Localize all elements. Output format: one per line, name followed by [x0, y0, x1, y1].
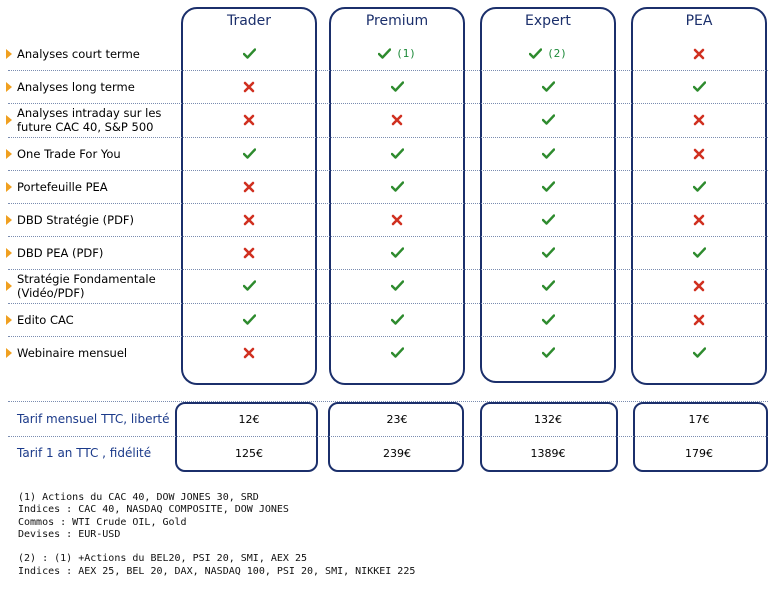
feature-label: Portefeuille PEA	[17, 179, 108, 194]
feature-cell	[327, 137, 467, 170]
feature-cell	[327, 236, 467, 269]
feature-label: One Trade For You	[17, 146, 121, 161]
feature-row-label	[0, 269, 175, 302]
feature-label: Webinaire mensuel	[17, 345, 128, 360]
check-icon	[378, 48, 391, 59]
feature-row-label	[0, 303, 175, 336]
cross-icon	[693, 148, 705, 160]
cross-icon	[693, 214, 705, 226]
check-icon	[391, 148, 404, 159]
feature-cell	[327, 170, 467, 203]
check-icon	[693, 181, 706, 192]
footnote-line: Indices : CAC 40, NASDAQ COMPOSITE, DOW JONES	[18, 504, 289, 516]
feature-label: Analyses long terme	[17, 79, 135, 94]
check-icon	[529, 48, 542, 59]
feature-row-label	[0, 203, 175, 236]
plan-header: Premium	[365, 13, 429, 29]
bullet-arrow-icon	[6, 348, 12, 358]
bullet-arrow-icon	[6, 49, 12, 59]
feature-cell	[179, 336, 319, 369]
feature-cell	[179, 236, 319, 269]
feature-cell	[327, 70, 467, 103]
price-value: 125€	[235, 447, 263, 460]
feature-label: Analyses court terme	[17, 46, 140, 61]
check-icon	[542, 148, 555, 159]
feature-cell	[179, 70, 319, 103]
check-icon	[391, 81, 404, 92]
feature-cell	[478, 170, 618, 203]
feature-cell	[327, 203, 467, 236]
cross-icon	[243, 181, 255, 193]
feature-cell	[179, 303, 319, 336]
check-icon	[243, 280, 256, 291]
feature-cell	[478, 269, 618, 302]
feature-cell	[629, 269, 769, 302]
feature-row-label	[0, 70, 175, 103]
feature-cell	[478, 137, 618, 170]
plan-header: Expert	[525, 13, 571, 29]
feature-cell	[478, 70, 618, 103]
feature-cell	[327, 103, 467, 136]
price-value: 17€	[688, 413, 710, 426]
plan-header: Trader	[226, 13, 272, 29]
check-icon	[391, 347, 404, 358]
check-icon	[391, 314, 404, 325]
cross-icon	[693, 114, 705, 126]
cross-icon	[243, 247, 255, 259]
feature-cell	[179, 37, 319, 70]
check-icon	[693, 247, 706, 258]
feature-cell	[179, 137, 319, 170]
check-icon	[391, 280, 404, 291]
cross-icon	[391, 114, 403, 126]
check-icon	[542, 181, 555, 192]
check-icon	[542, 81, 555, 92]
feature-cell	[327, 303, 467, 336]
feature-label: Edito CAC	[17, 312, 74, 327]
feature-cell	[478, 203, 618, 236]
feature-label: DBD PEA (PDF)	[17, 245, 104, 260]
feature-cell	[478, 236, 618, 269]
feature-cell	[478, 336, 618, 369]
feature-cell	[478, 37, 618, 70]
plan-header: PEA	[685, 13, 713, 29]
bullet-arrow-icon	[6, 248, 12, 258]
check-icon	[542, 280, 555, 291]
cross-icon	[243, 347, 255, 359]
bullet-arrow-icon	[6, 149, 12, 159]
feature-cell	[179, 170, 319, 203]
footnote-line: Commos : WTI Crude OIL, Gold	[18, 516, 187, 528]
footnote-line	[18, 541, 415, 553]
bullet-arrow-icon	[6, 281, 12, 291]
row-divider	[8, 436, 768, 437]
feature-cell	[478, 303, 618, 336]
check-icon	[391, 247, 404, 258]
feature-cell	[327, 269, 467, 302]
bullet-arrow-icon	[6, 315, 12, 325]
check-icon	[542, 347, 555, 358]
cross-icon	[391, 214, 403, 226]
check-icon	[693, 347, 706, 358]
bullet-arrow-icon	[6, 82, 12, 92]
check-icon	[693, 81, 706, 92]
feature-row-label	[0, 103, 175, 136]
feature-row-label	[0, 236, 175, 269]
feature-cell	[629, 236, 769, 269]
feature-row-label	[0, 336, 175, 369]
price-label: Tarif mensuel TTC, liberté	[17, 412, 170, 426]
footnote-line: Indices : AEX 25, BEL 20, DAX, NASDAQ 100, PSI 20, SMI, NIKKEI 225	[18, 565, 416, 577]
price-value: 23€	[386, 413, 408, 426]
feature-cell	[629, 170, 769, 203]
feature-cell	[629, 37, 769, 70]
check-icon	[243, 48, 256, 59]
footnote-line: (1) Actions du CAC 40, DOW JONES 30, SRD	[18, 492, 259, 503]
cross-icon	[693, 48, 705, 60]
cross-icon	[693, 280, 705, 292]
check-icon	[542, 314, 555, 325]
feature-cell	[629, 103, 769, 136]
price-value: 1389€	[530, 447, 566, 460]
feature-cell	[629, 303, 769, 336]
cross-icon	[693, 314, 705, 326]
check-icon	[542, 214, 555, 225]
check-icon	[243, 148, 256, 159]
check-icon	[243, 314, 256, 325]
bullet-arrow-icon	[6, 115, 12, 125]
footnote-line: Devises : EUR-USD	[18, 528, 121, 540]
bullet-arrow-icon	[6, 182, 12, 192]
feature-cell	[179, 269, 319, 302]
price-value: 239€	[383, 447, 411, 460]
check-icon	[391, 181, 404, 192]
price-value: 12€	[238, 413, 260, 426]
feature-cell	[327, 336, 467, 369]
feature-row-label	[0, 137, 175, 170]
feature-cell	[629, 137, 769, 170]
feature-label: Analyses intraday sur les future CAC 40, S&P 500	[17, 105, 162, 134]
feature-row-label	[0, 37, 175, 70]
cross-icon	[243, 214, 255, 226]
feature-cell	[179, 203, 319, 236]
feature-cell	[179, 103, 319, 136]
footnote-line: (2) : (1) +Actions du BEL20, PSI 20, SMI, AEX 25	[18, 553, 307, 565]
footnote-ref: (1)	[396, 47, 416, 60]
feature-row-label	[0, 170, 175, 203]
bullet-arrow-icon	[6, 215, 12, 225]
feature-cell	[478, 103, 618, 136]
feature-cell	[629, 336, 769, 369]
feature-cell	[327, 37, 467, 70]
check-icon	[542, 114, 555, 125]
feature-label: DBD Stratégie (PDF)	[17, 212, 135, 227]
feature-cell	[629, 70, 769, 103]
price-value: 132€	[534, 413, 562, 426]
price-value: 179€	[685, 447, 713, 460]
cross-icon	[243, 81, 255, 93]
feature-cell	[629, 203, 769, 236]
check-icon	[542, 247, 555, 258]
cross-icon	[243, 114, 255, 126]
footnotes	[18, 492, 415, 578]
footnote-ref: (2)	[547, 47, 567, 60]
price-label: Tarif 1 an TTC , fidélité	[17, 446, 152, 460]
feature-label: Stratégie Fondamentale (Vidéo/PDF)	[17, 271, 156, 300]
